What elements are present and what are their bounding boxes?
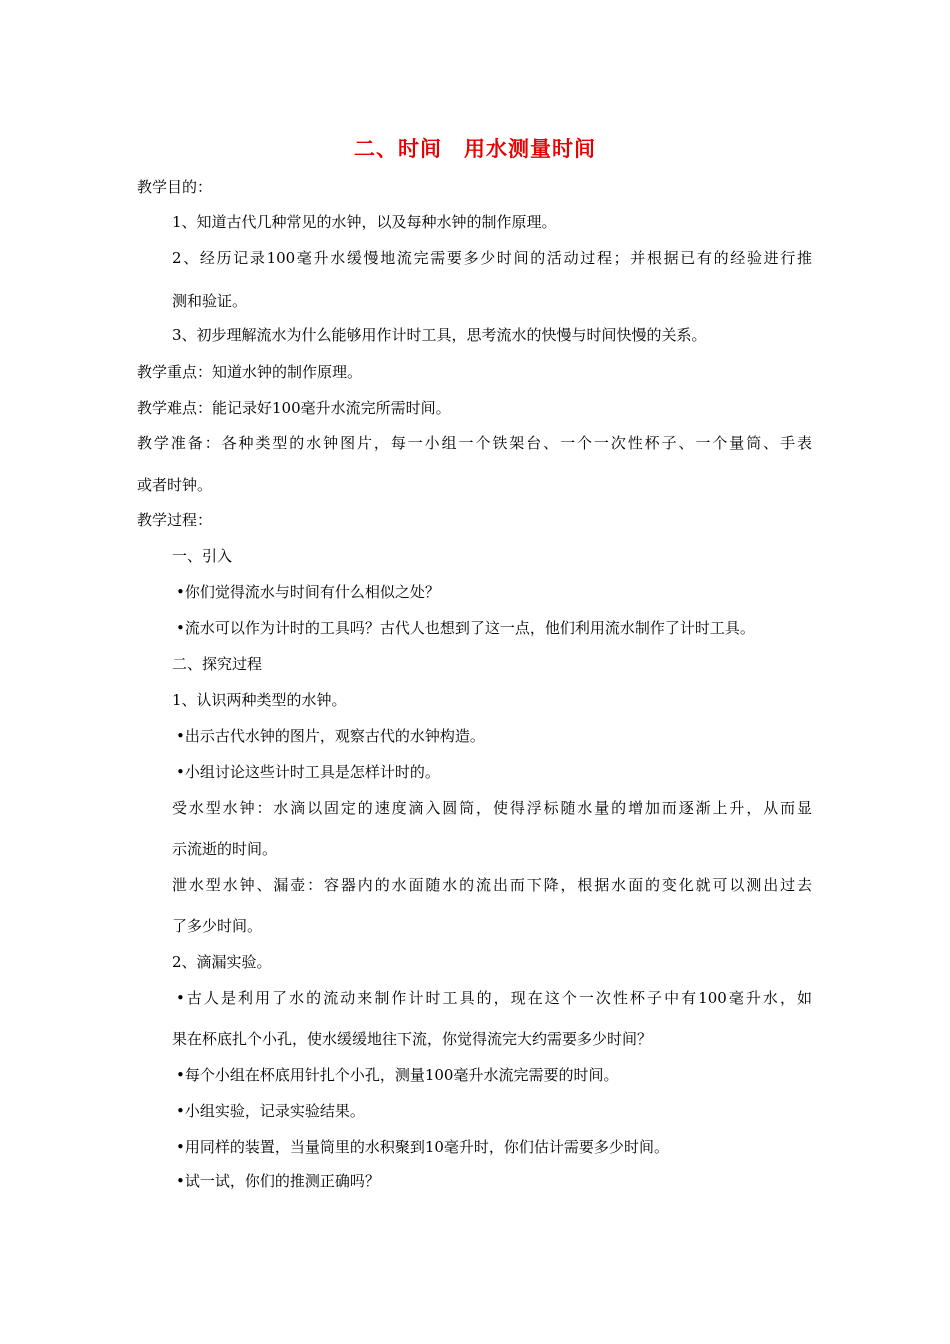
bullet-item: •小组实验，记录实验结果。: [176, 1102, 365, 1120]
section-heading-preparation: 教学准备：各种类型的水钟图片，每一小组一个铁架台、一个一次性杯子、一个量筒、手表: [137, 434, 812, 452]
bullet-item: •试一试，你们的推测正确吗？: [176, 1172, 380, 1190]
subsection-heading: 1、认识两种类型的水钟。: [172, 691, 347, 709]
section-heading-key-point: 教学重点：知道水钟的制作原理。: [137, 363, 363, 381]
paragraph-line: 2、经历记录100毫升水缓慢地流完需要多少时间的活动过程；并根据已有的经验进行推: [172, 249, 812, 267]
paragraph-line: 果在杯底扎个小孔，使水缓缓地往下流，你觉得流完大约需要多少时间？: [172, 1030, 653, 1048]
section-heading-process: 教学过程：: [137, 511, 213, 529]
paragraph-line: 了多少时间。: [172, 917, 263, 935]
bullet-item: •每个小组在杯底用针扎个小孔，测量100毫升水流完需要的时间。: [176, 1066, 619, 1084]
bullet-item: •出示古代水钟的图片，观察古代的水钟构造。: [176, 727, 485, 745]
subsection-heading: 2、滴漏实验。: [172, 953, 272, 971]
bullet-item: •小组讨论这些计时工具是怎样计时的。: [176, 763, 440, 781]
paragraph-line: 示流逝的时间。: [172, 840, 278, 858]
paragraph-line: 3、初步理解流水为什么能够用作计时工具，思考流水的快慢与时间快慢的关系。: [172, 326, 707, 344]
paragraph-line: 受水型水钟：水滴以固定的速度滴入圆筒，使得浮标随水量的增加而逐渐上升，从而显: [172, 799, 812, 817]
subsection-heading: 一、引入: [172, 547, 233, 565]
section-heading-difficulty: 教学难点：能记录好100毫升水流完所需时间。: [137, 399, 451, 417]
bullet-item: •流水可以作为计时的工具吗？古代人也想到了这一点，他们利用流水制作了计时工具。: [176, 619, 755, 637]
document-title: 二、时间 用水测量时间: [354, 136, 596, 161]
paragraph-line: 或者时钟。: [137, 476, 213, 494]
bullet-item: •用同样的装置，当量筒里的水积聚到10毫升时，你们估计需要多少时间。: [176, 1138, 669, 1156]
paragraph-line: 1、知道古代几种常见的水钟，以及每种水钟的制作原理。: [172, 213, 557, 231]
bullet-item: •古人是利用了水的流动来制作计时工具的，现在这个一次性杯子中有100毫升水，如: [176, 989, 812, 1007]
paragraph-line: 泄水型水钟、漏壶：容器内的水面随水的流出而下降，根据水面的变化就可以测出过去: [172, 876, 812, 894]
section-heading-objectives: 教学目的：: [137, 178, 213, 196]
paragraph-line: 测和验证。: [172, 292, 248, 310]
bullet-item: •你们觉得流水与时间有什么相似之处？: [176, 583, 440, 601]
subsection-heading: 二、探究过程: [172, 655, 263, 673]
